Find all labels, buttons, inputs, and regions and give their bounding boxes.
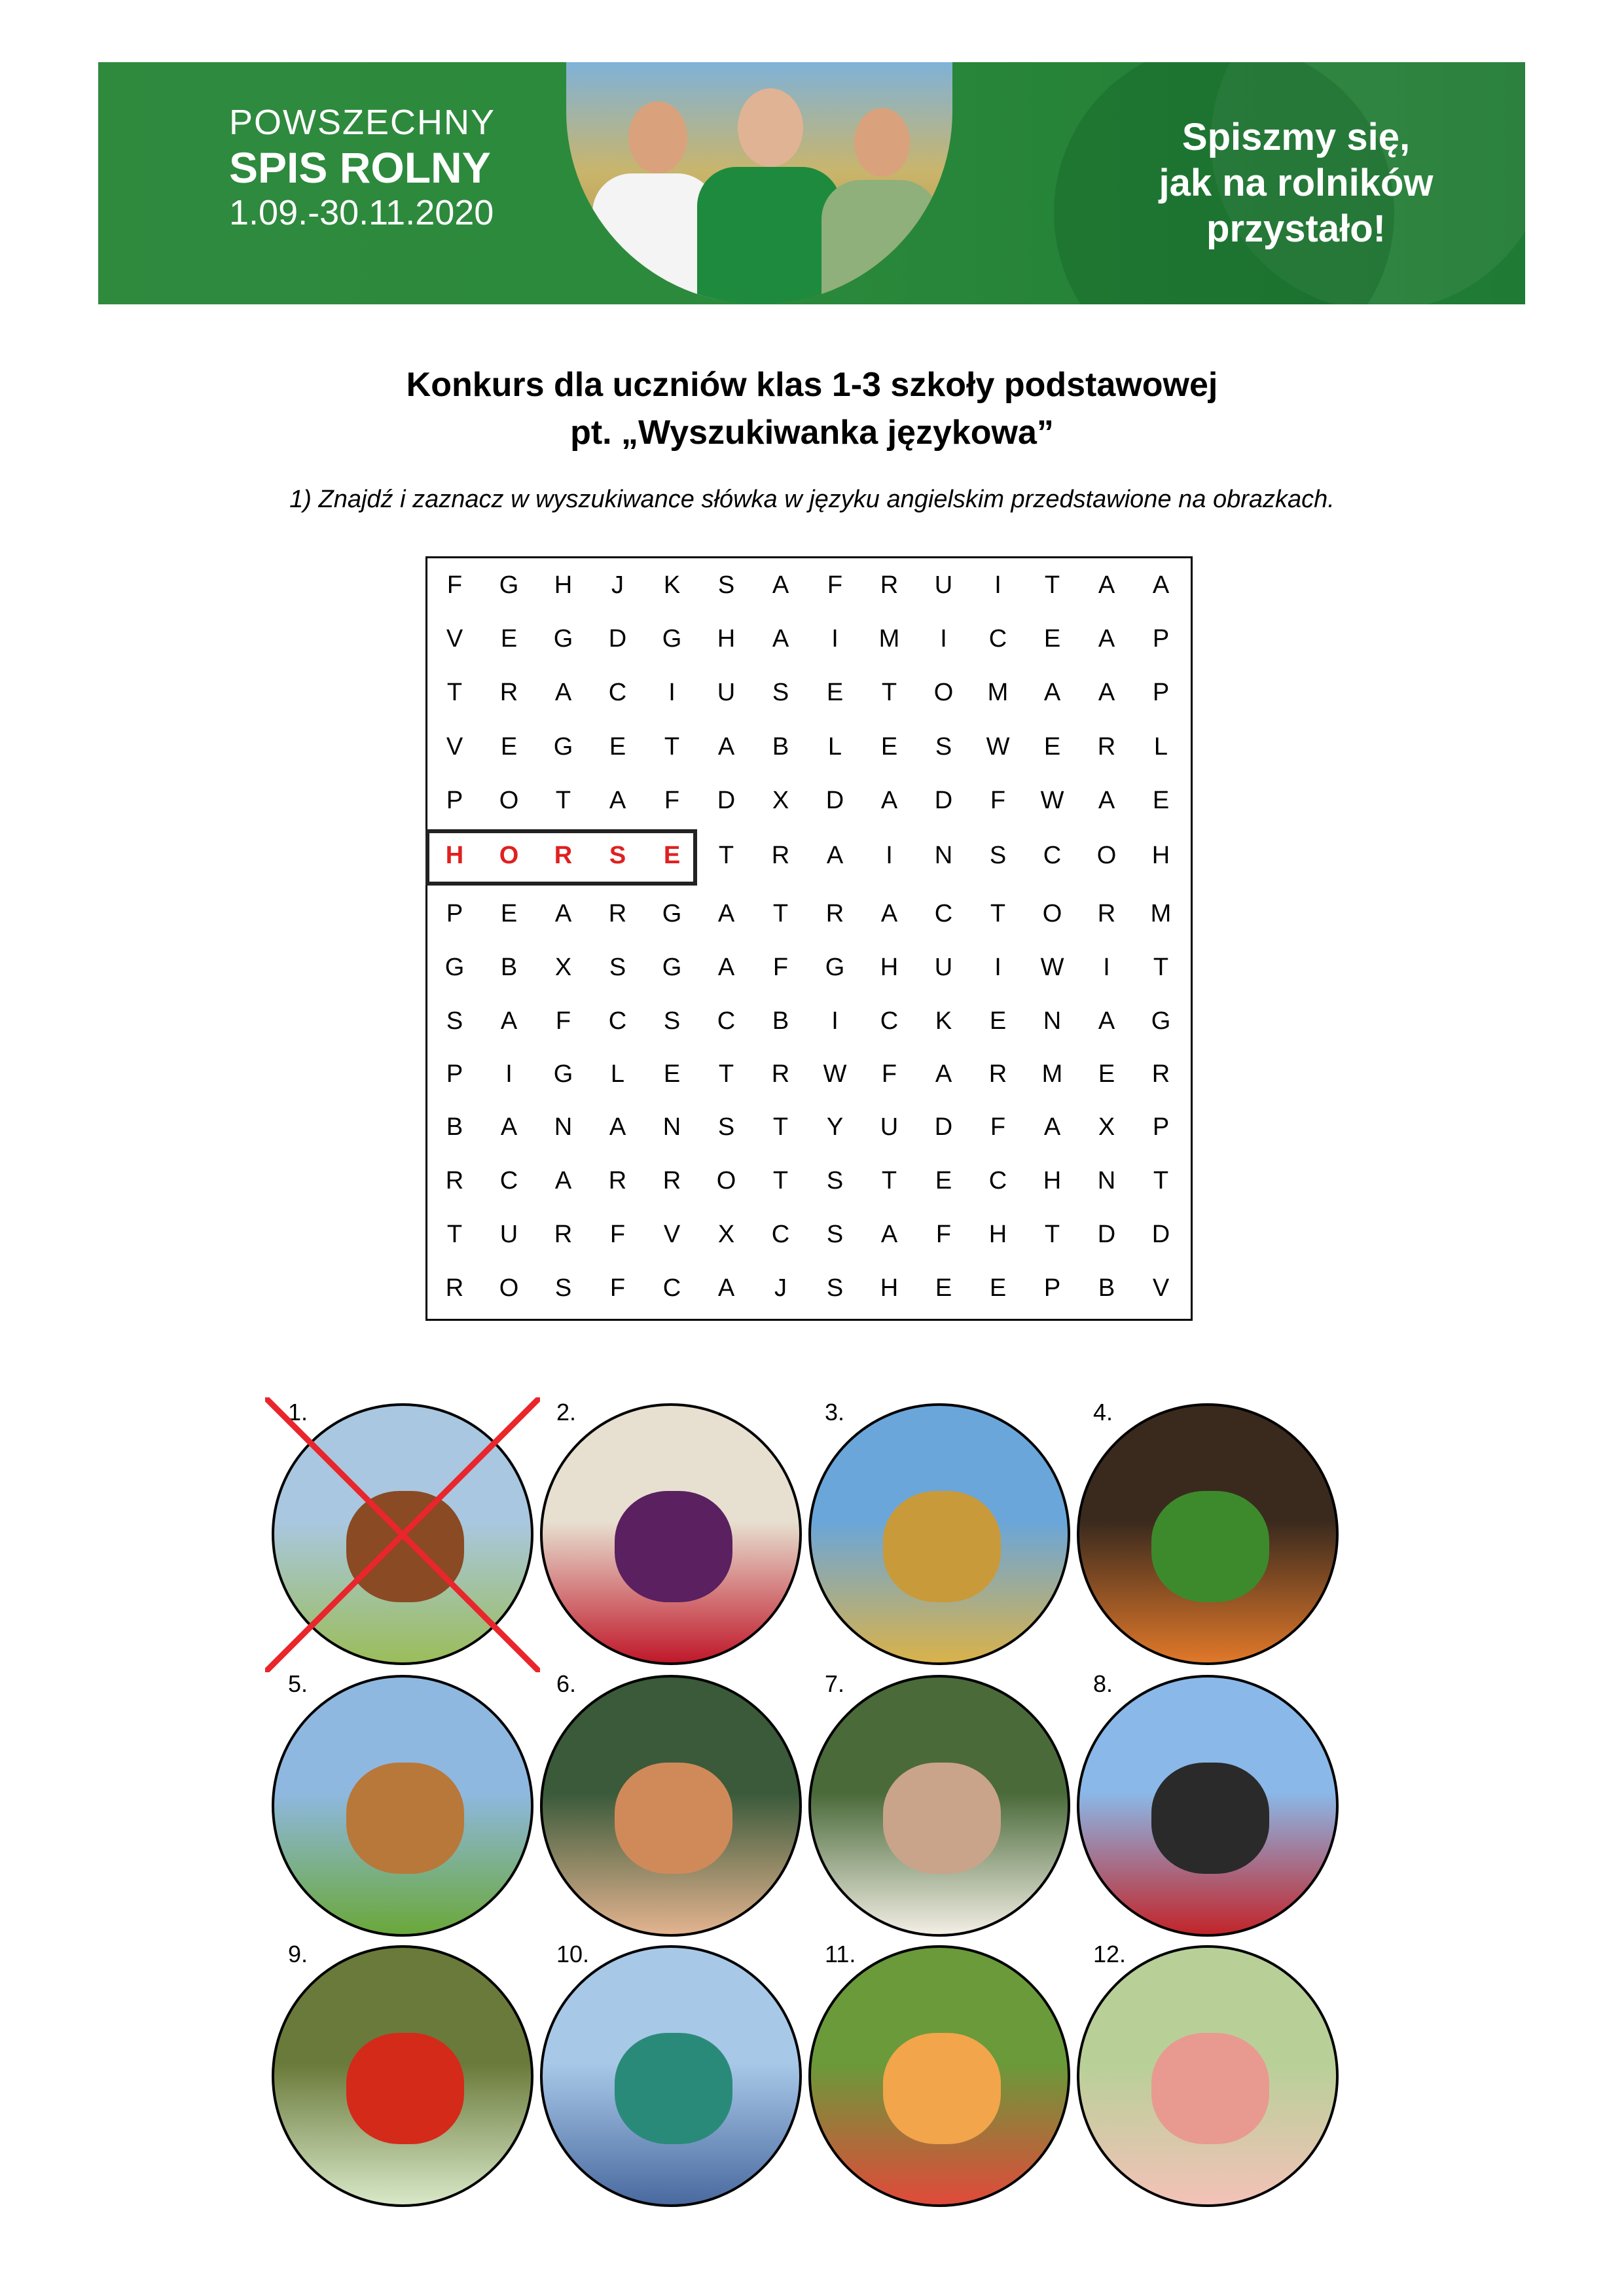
- grid-letter[interactable]: H: [880, 954, 899, 981]
- grid-letter[interactable]: V: [1152, 1274, 1170, 1302]
- grid-letter[interactable]: V: [663, 1221, 681, 1248]
- picture-number: 8.: [1093, 1670, 1113, 1697]
- grid-letter[interactable]: E: [1043, 625, 1061, 653]
- grid-letter[interactable]: W: [823, 1060, 847, 1088]
- grid-letter[interactable]: J: [774, 1274, 787, 1302]
- grid-letter[interactable]: E: [989, 1274, 1007, 1302]
- grid-letter[interactable]: A: [609, 1113, 626, 1141]
- grid-letter[interactable]: C: [934, 900, 953, 927]
- carrots-icon: [1151, 1491, 1269, 1602]
- task-instruction: 1) Znajdź i zaznacz w wyszukiwance słówka w języku angielskim przedstawione na obrazkach.: [289, 486, 1335, 513]
- slogan-line: przystało!: [1206, 207, 1386, 250]
- grid-letter[interactable]: O: [499, 787, 519, 814]
- grid-letter[interactable]: C: [662, 1274, 681, 1302]
- grid-letter[interactable]: I: [994, 571, 1001, 599]
- census-banner: [98, 62, 1525, 304]
- grid-letter[interactable]: R: [554, 1221, 573, 1248]
- grid-letter[interactable]: T: [555, 787, 571, 814]
- grid-letter[interactable]: G: [662, 954, 682, 981]
- grid-letter[interactable]: P: [446, 787, 463, 814]
- grid-letter[interactable]: A: [1098, 787, 1115, 814]
- grid-letter[interactable]: S: [609, 842, 626, 869]
- grid-letter[interactable]: R: [880, 571, 899, 599]
- grid-letter[interactable]: V: [446, 733, 463, 761]
- grid-letter[interactable]: F: [990, 787, 1006, 814]
- grid-letter[interactable]: T: [1153, 1167, 1169, 1194]
- picture-eggs: [540, 1675, 802, 1937]
- banner-slogan: [1159, 115, 1434, 252]
- picture-number: 4.: [1093, 1399, 1113, 1426]
- picture-vegetables: [272, 1945, 533, 2207]
- grid-letter[interactable]: R: [771, 842, 790, 869]
- grid-letter[interactable]: V: [446, 625, 463, 653]
- grid-letter[interactable]: E: [1043, 733, 1061, 761]
- slogan-line: jak na rolników: [1159, 162, 1434, 204]
- grid-letter[interactable]: B: [772, 733, 789, 761]
- grid-letter[interactable]: I: [940, 625, 947, 653]
- grid-letter[interactable]: X: [717, 1221, 735, 1248]
- census-title-line2: SPIS ROLNY: [229, 143, 491, 192]
- grid-letter[interactable]: T: [772, 1113, 789, 1141]
- grid-letter[interactable]: E: [663, 842, 681, 869]
- grid-letter[interactable]: E: [500, 625, 518, 653]
- cross-mark-icon: [265, 1397, 540, 1672]
- picture-number: 11.: [825, 1941, 856, 1967]
- grid-letter[interactable]: O: [1096, 842, 1117, 869]
- grid-letter[interactable]: I: [1103, 954, 1110, 981]
- grid-letter[interactable]: E: [935, 1167, 952, 1194]
- grid-letter[interactable]: G: [662, 625, 682, 653]
- grid-letter[interactable]: E: [663, 1060, 681, 1088]
- apple-icon: [883, 2033, 1001, 2144]
- grid-letter[interactable]: P: [1152, 625, 1170, 653]
- grid-letter[interactable]: D: [934, 787, 953, 814]
- grid-letter[interactable]: D: [934, 1113, 953, 1141]
- grid-letter[interactable]: A: [609, 787, 626, 814]
- grid-letter[interactable]: T: [664, 733, 680, 761]
- grid-letter[interactable]: W: [986, 733, 1010, 761]
- grid-letter[interactable]: I: [886, 842, 893, 869]
- grid-letter[interactable]: E: [500, 900, 518, 927]
- grid-letter[interactable]: R: [825, 900, 844, 927]
- grid-letter[interactable]: X: [772, 787, 789, 814]
- grid-letter[interactable]: A: [1043, 679, 1061, 706]
- grid-letter[interactable]: A: [772, 625, 789, 653]
- farmer-woman: [821, 95, 939, 304]
- grid-letter[interactable]: U: [880, 1113, 899, 1141]
- grid-letter[interactable]: U: [934, 571, 953, 599]
- grid-letter[interactable]: S: [989, 842, 1007, 869]
- picture-number: 10.: [556, 1941, 590, 1967]
- grid-letter[interactable]: P: [1152, 679, 1170, 706]
- grid-letter[interactable]: X: [1098, 1113, 1115, 1141]
- grid-letter[interactable]: F: [772, 954, 789, 981]
- grid-letter[interactable]: T: [881, 1167, 897, 1194]
- grid-letter[interactable]: H: [880, 1274, 899, 1302]
- grid-letter[interactable]: T: [990, 900, 1006, 927]
- grid-letter[interactable]: A: [772, 571, 789, 599]
- grid-letter[interactable]: R: [988, 1060, 1007, 1088]
- eggs-icon: [615, 1763, 732, 1874]
- grid-letter[interactable]: E: [989, 1007, 1007, 1035]
- grid-letter[interactable]: T: [718, 842, 734, 869]
- grid-letter[interactable]: F: [609, 1274, 626, 1302]
- grid-letter[interactable]: R: [662, 1167, 681, 1194]
- picture-farmer: [540, 1945, 802, 2207]
- farmers-photo: [566, 62, 952, 304]
- vegetables-icon: [346, 2033, 464, 2144]
- grid-letter[interactable]: E: [500, 733, 518, 761]
- grid-letter[interactable]: S: [826, 1221, 844, 1248]
- grid-letter[interactable]: A: [554, 679, 572, 706]
- grid-letter[interactable]: E: [1098, 1060, 1115, 1088]
- picture-piglet: [1077, 1945, 1339, 2207]
- picture-number: 3.: [825, 1399, 845, 1426]
- grid-letter[interactable]: Y: [826, 1113, 844, 1141]
- grid-letter[interactable]: G: [1151, 1007, 1171, 1035]
- grid-letter[interactable]: N: [934, 842, 953, 869]
- grid-letter[interactable]: T: [1044, 1221, 1060, 1248]
- grid-letter[interactable]: C: [771, 1221, 790, 1248]
- grid-letter[interactable]: S: [717, 571, 735, 599]
- grid-letter[interactable]: I: [668, 679, 676, 706]
- picture-sheep: [808, 1675, 1070, 1937]
- grid-letter[interactable]: F: [609, 1221, 626, 1248]
- grid-letter[interactable]: P: [446, 900, 463, 927]
- grid-letter[interactable]: T: [772, 1167, 789, 1194]
- grid-letter[interactable]: R: [1097, 733, 1116, 761]
- picture-number: 1.: [288, 1399, 308, 1426]
- grid-letter[interactable]: A: [1098, 679, 1115, 706]
- grid-letter[interactable]: O: [933, 679, 954, 706]
- grid-letter[interactable]: F: [446, 571, 463, 599]
- grid-letter[interactable]: G: [662, 900, 682, 927]
- grid-letter[interactable]: C: [499, 1167, 518, 1194]
- fruit-icon: [615, 1491, 732, 1602]
- grid-letter[interactable]: C: [1043, 842, 1062, 869]
- grid-letter[interactable]: L: [827, 733, 842, 761]
- grid-letter[interactable]: U: [499, 1221, 518, 1248]
- grid-letter[interactable]: A: [717, 733, 735, 761]
- grid-letter[interactable]: W: [1040, 787, 1064, 814]
- grid-letter[interactable]: A: [717, 900, 735, 927]
- picture-cow: [272, 1675, 533, 1937]
- grid-letter[interactable]: A: [880, 1221, 898, 1248]
- grid-letter[interactable]: I: [831, 625, 839, 653]
- grid-letter[interactable]: D: [608, 625, 627, 653]
- grid-letter[interactable]: A: [1043, 1113, 1061, 1141]
- grid-letter[interactable]: I: [831, 1007, 839, 1035]
- grid-letter[interactable]: S: [609, 954, 626, 981]
- grid-letter[interactable]: B: [500, 954, 518, 981]
- grid-letter[interactable]: T: [446, 1221, 463, 1248]
- cow-icon: [346, 1763, 464, 1874]
- grid-letter[interactable]: R: [445, 1167, 464, 1194]
- grid-letter[interactable]: C: [880, 1007, 899, 1035]
- grid-letter[interactable]: F: [935, 1221, 952, 1248]
- grid-letter[interactable]: I: [505, 1060, 513, 1088]
- grid-letter[interactable]: N: [554, 1113, 573, 1141]
- grid-letter[interactable]: G: [553, 1060, 573, 1088]
- grid-letter[interactable]: W: [1040, 954, 1064, 981]
- grid-letter[interactable]: F: [555, 1007, 571, 1035]
- grid-letter[interactable]: O: [716, 1167, 736, 1194]
- grid-letter[interactable]: L: [1153, 733, 1168, 761]
- grid-letter[interactable]: A: [826, 842, 844, 869]
- grid-letter[interactable]: R: [771, 1060, 790, 1088]
- picture-number: 5.: [288, 1670, 308, 1697]
- grid-letter[interactable]: L: [610, 1060, 625, 1088]
- grid-letter[interactable]: N: [1097, 1167, 1116, 1194]
- sheep-icon: [883, 1763, 1001, 1874]
- found-word-box: [425, 829, 697, 886]
- grid-letter[interactable]: R: [445, 1274, 464, 1302]
- grid-letter[interactable]: A: [1098, 625, 1115, 653]
- grid-letter[interactable]: H: [988, 1221, 1007, 1248]
- grid-letter[interactable]: M: [878, 625, 900, 653]
- grid-letter[interactable]: B: [772, 1007, 789, 1035]
- grid-letter[interactable]: P: [1152, 1113, 1170, 1141]
- grid-letter[interactable]: D: [1151, 1221, 1170, 1248]
- contest-subtitle: pt. „Wyszukiwanka językowa”: [570, 414, 1054, 452]
- grid-letter[interactable]: S: [826, 1274, 844, 1302]
- grid-letter[interactable]: M: [1041, 1060, 1063, 1088]
- grid-letter[interactable]: P: [446, 1060, 463, 1088]
- grid-letter[interactable]: S: [554, 1274, 572, 1302]
- census-title-line1: POWSZECHNY: [229, 103, 496, 142]
- grid-letter[interactable]: S: [717, 1113, 735, 1141]
- picture-number: 12.: [1093, 1941, 1127, 1967]
- census-dates: 1.09.-30.11.2020: [229, 193, 494, 232]
- grid-letter[interactable]: F: [881, 1060, 897, 1088]
- grid-letter[interactable]: E: [826, 679, 844, 706]
- grid-letter[interactable]: A: [1098, 1007, 1115, 1035]
- grid-letter[interactable]: K: [663, 571, 681, 599]
- grid-letter[interactable]: A: [935, 1060, 952, 1088]
- grid-letter[interactable]: G: [825, 954, 845, 981]
- grid-letter[interactable]: G: [553, 733, 573, 761]
- grid-letter[interactable]: C: [608, 1007, 627, 1035]
- grid-letter[interactable]: R: [499, 679, 518, 706]
- grid-letter[interactable]: C: [988, 1167, 1007, 1194]
- grid-letter[interactable]: N: [1043, 1007, 1062, 1035]
- grid-letter[interactable]: H: [445, 842, 464, 869]
- picture-number: 9.: [288, 1941, 308, 1967]
- grid-letter[interactable]: R: [1097, 900, 1116, 927]
- grid-letter[interactable]: F: [990, 1113, 1006, 1141]
- grid-letter[interactable]: M: [987, 679, 1009, 706]
- grid-letter[interactable]: H: [1043, 1167, 1062, 1194]
- farmer-old-man: [697, 75, 841, 304]
- grid-letter[interactable]: T: [1153, 954, 1169, 981]
- grid-letter[interactable]: A: [500, 1007, 518, 1035]
- grid-letter[interactable]: F: [827, 571, 843, 599]
- grid-letter[interactable]: A: [1152, 571, 1170, 599]
- word-search-grid: [425, 556, 1193, 1321]
- picture-number: 2.: [556, 1399, 577, 1426]
- grid-letter[interactable]: P: [1043, 1274, 1061, 1302]
- grid-letter[interactable]: A: [554, 1167, 572, 1194]
- contest-title: Konkurs dla uczniów klas 1-3 szkoły podstawowej: [406, 366, 1218, 404]
- piglet-icon: [1151, 2033, 1269, 2144]
- grid-letter[interactable]: G: [444, 954, 465, 981]
- grid-letter[interactable]: T: [446, 679, 463, 706]
- grid-letter[interactable]: G: [499, 571, 519, 599]
- grid-letter[interactable]: O: [499, 1274, 519, 1302]
- grid-letter[interactable]: K: [935, 1007, 952, 1035]
- grid-letter[interactable]: S: [772, 679, 789, 706]
- grid-letter[interactable]: A: [880, 787, 898, 814]
- grid-letter[interactable]: S: [663, 1007, 681, 1035]
- grid-letter[interactable]: R: [608, 1167, 627, 1194]
- grid-letter[interactable]: O: [1042, 900, 1062, 927]
- picture-apple: [808, 1945, 1070, 2207]
- grid-letter[interactable]: T: [718, 1060, 734, 1088]
- grid-letter[interactable]: T: [772, 900, 789, 927]
- grid-letter[interactable]: B: [446, 1113, 463, 1141]
- grid-letter[interactable]: T: [1044, 571, 1060, 599]
- grid-letter[interactable]: A: [717, 954, 735, 981]
- grid-letter[interactable]: R: [1151, 1060, 1170, 1088]
- farmer-icon: [615, 2033, 732, 2144]
- grid-letter[interactable]: C: [608, 679, 627, 706]
- grid-letter[interactable]: C: [717, 1007, 736, 1035]
- grid-letter[interactable]: D: [717, 787, 736, 814]
- picture-field: [808, 1403, 1070, 1665]
- grid-letter[interactable]: J: [611, 571, 624, 599]
- census-title: [229, 101, 569, 234]
- grid-letter[interactable]: M: [1150, 900, 1172, 927]
- grid-letter[interactable]: T: [881, 679, 897, 706]
- grid-letter[interactable]: E: [880, 733, 898, 761]
- grid-letter[interactable]: A: [554, 900, 572, 927]
- grid-letter[interactable]: S: [935, 733, 952, 761]
- tractor-icon: [1151, 1763, 1269, 1874]
- grid-letter[interactable]: A: [880, 900, 898, 927]
- grid-letter[interactable]: X: [554, 954, 572, 981]
- grid-letter[interactable]: H: [717, 625, 736, 653]
- grid-letter[interactable]: N: [662, 1113, 681, 1141]
- grid-letter[interactable]: R: [608, 900, 627, 927]
- grid-letter[interactable]: R: [554, 842, 573, 869]
- picture-number: 6.: [556, 1670, 577, 1697]
- grid-letter[interactable]: S: [446, 1007, 463, 1035]
- slogan-line: Spiszmy się,: [1182, 116, 1411, 158]
- grid-letter[interactable]: U: [934, 954, 953, 981]
- field-icon: [883, 1491, 1001, 1602]
- picture-fruit: [540, 1403, 802, 1665]
- grid-letter[interactable]: O: [499, 842, 519, 869]
- grid-letter[interactable]: B: [1098, 1274, 1115, 1302]
- grid-letter[interactable]: F: [664, 787, 680, 814]
- grid-letter[interactable]: A: [500, 1113, 518, 1141]
- grid-letter[interactable]: H: [554, 571, 573, 599]
- grid-letter[interactable]: G: [553, 625, 573, 653]
- grid-letter[interactable]: A: [1098, 571, 1115, 599]
- grid-letter[interactable]: A: [717, 1274, 735, 1302]
- grid-letter[interactable]: E: [609, 733, 626, 761]
- picture-carrots: [1077, 1403, 1339, 1665]
- grid-letter[interactable]: D: [825, 787, 844, 814]
- grid-letter[interactable]: D: [1097, 1221, 1116, 1248]
- grid-letter[interactable]: C: [988, 625, 1007, 653]
- picture-number: 7.: [825, 1670, 845, 1697]
- grid-letter[interactable]: H: [1151, 842, 1170, 869]
- grid-letter[interactable]: E: [935, 1274, 952, 1302]
- picture-tractor: [1077, 1675, 1339, 1937]
- grid-letter[interactable]: I: [994, 954, 1001, 981]
- grid-letter[interactable]: S: [826, 1167, 844, 1194]
- grid-letter[interactable]: U: [717, 679, 736, 706]
- grid-letter[interactable]: E: [1152, 787, 1170, 814]
